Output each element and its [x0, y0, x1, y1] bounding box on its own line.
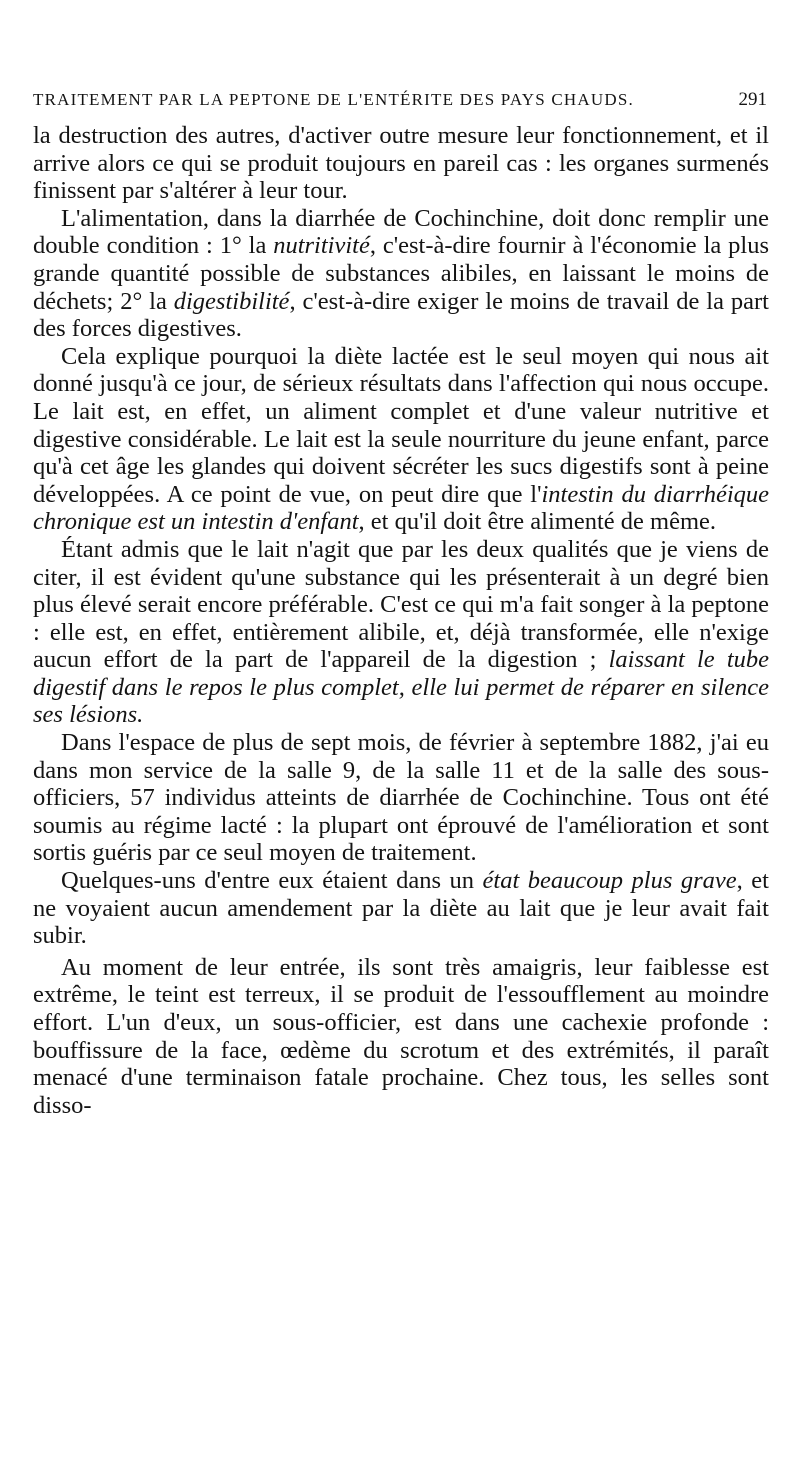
text-segment: , et ne voyaient aucun amendement par la diète au lait que je leur avait fait subir. [33, 867, 769, 950]
text-segment: Étant admis que le lait n'agit que par les deux qualités que je viens de citer, il est évident qu'une substance qui les présenterait à un degré bien plus élevé serait encore préférable. C'est ce qui m'a fait songer à la peptone : elle est, en effet, entièrement alibile, et, déjà transformée, elle n'exige aucun effort de la part de l'appareil de la digestion ; [33, 535, 769, 674]
paragraph [33, 122, 769, 205]
paragraph [33, 867, 769, 950]
italic-text-segment: état beaucoup plus grave [482, 867, 737, 895]
text-segment: , c'est-à-dire fournir à l'économie la plus grande quantité possible de substances alibiles, en laissant le moins de déchets; 2° la [33, 232, 769, 315]
italic-text-segment: digestibilité [173, 287, 290, 315]
body-text [33, 122, 769, 1119]
running-header [33, 90, 769, 116]
paragraph [33, 729, 769, 867]
text-segment: L'alimentation, dans la diarrhée de Cochinchine, doit donc remplir une double condition : 1° la [33, 204, 769, 260]
page-number: 291 [738, 89, 767, 110]
text-segment: , c'est-à-dire exiger le moins de travail de la part des forces digestives. [33, 287, 769, 343]
text-segment: Au moment de leur entrée, ils sont très amaigris, leur faiblesse est extrême, le teint est terreux, il se produit de l'essoufflement au moindre effort. L'un d'eux, un sous-officier, est dans une cachexie profonde : bouffissure de la face, œdème du scrotum et des extrémités, il paraît menacé d'une terminaison fatale prochaine. Chez tous, les selles sont disso- [33, 953, 769, 1119]
paragraph [33, 205, 769, 343]
paragraph [33, 954, 769, 1120]
running-title: TRAITEMENT PAR LA PEPTONE DE L'ENTÉRITE DES PAYS CHAUDS. [33, 90, 634, 109]
italic-text-segment: intestin du diarrhéique chronique est un intestin d'enfant [33, 480, 769, 536]
text-segment: Cela explique pourquoi la diète lactée est le seul moyen qui nous ait donné jusqu'à ce jour, de sérieux résultats dans l'affection qui nous occupe. Le lait est, en effet, un aliment complet et d'une valeur nutritive et digestive considérable. Le lait est la seule nourriture du jeune enfant, parce qu'à cet âge les glandes qui doivent sécréter les sucs digestifs sont à peine développées. A ce point de vue, on peut dire que l' [33, 342, 769, 508]
text-segment: Dans l'espace de plus de sept mois, de février à septembre 1882, j'ai eu dans mon service de la salle 9, de la salle 11 et de la salle des sous-officiers, 57 individus atteints de diarrhée de Cochinchine. Tous ont été soumis au régime lacté : la plupart ont éprouvé de l'amélioration et sont sortis guéris par ce seul moyen de traitement. [33, 729, 769, 867]
book-page [33, 90, 769, 1119]
text-segment: la destruction des autres, d'activer outre mesure leur fonctionnement, et il arrive alors ce qui se produit toujours en pareil cas : les organes surmenés finissent par s'altérer à leur tour. [33, 122, 769, 205]
paragraph [33, 536, 769, 729]
paragraph [33, 343, 769, 536]
text-segment: Quelques-uns d'entre eux étaient dans un [61, 867, 483, 895]
italic-text-segment: laissant le tube digestif dans le repos le plus complet, elle lui permet de réparer en silence ses lésions. [33, 646, 769, 729]
text-segment: , et qu'il doit être alimenté de même. [358, 508, 717, 536]
italic-text-segment: nutritivité [273, 232, 370, 260]
